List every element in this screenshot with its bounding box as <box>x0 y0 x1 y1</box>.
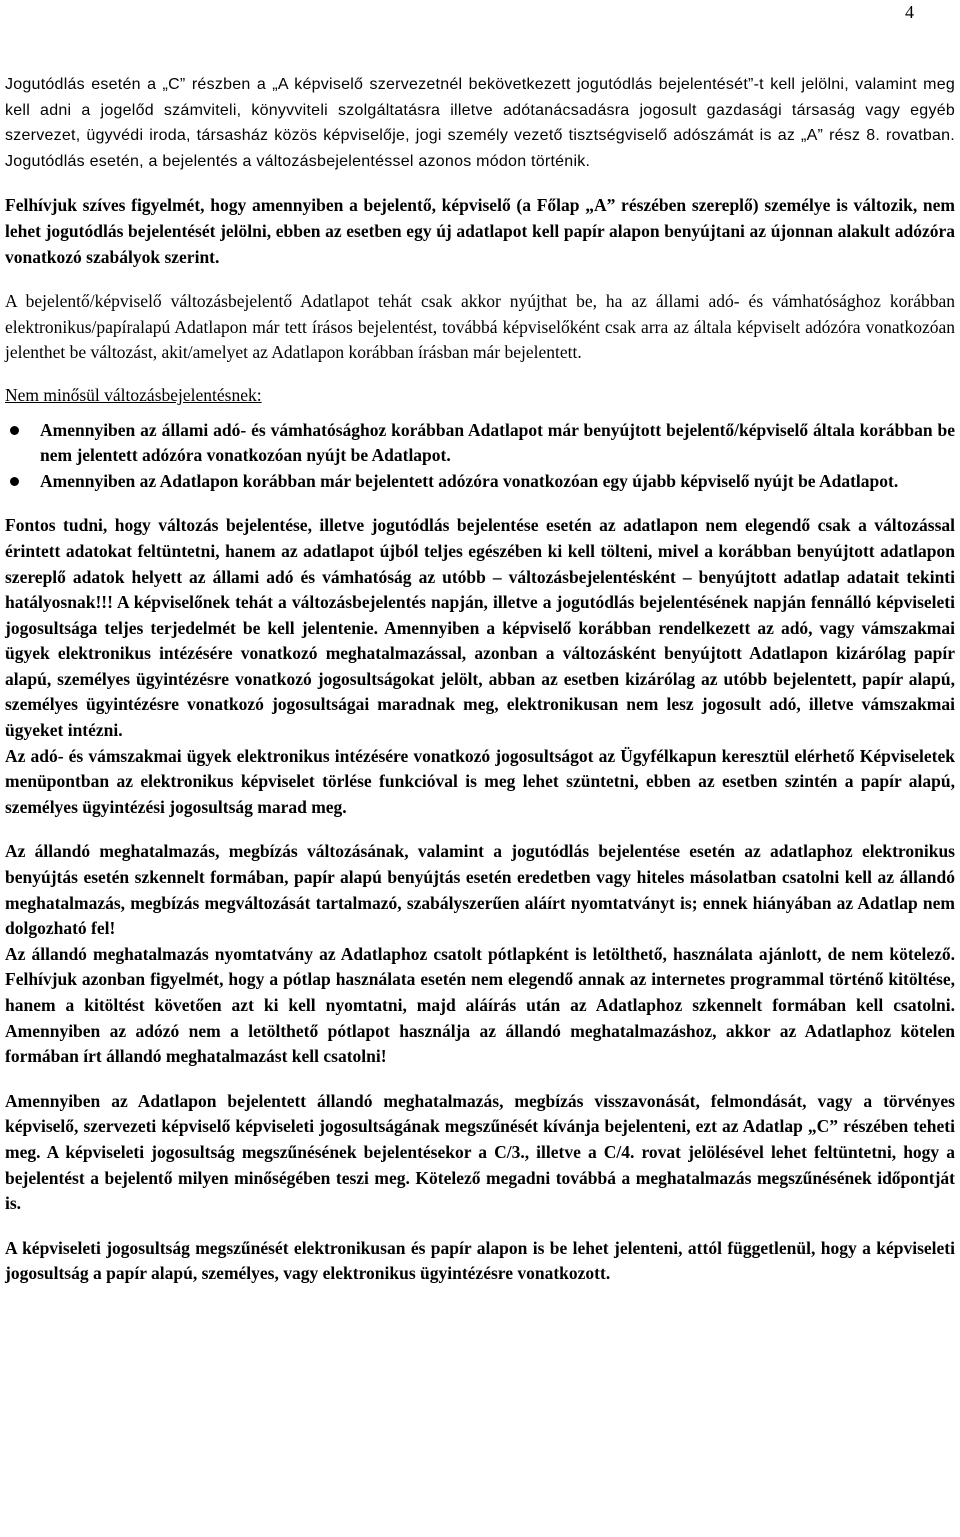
bullet-list <box>5 418 955 495</box>
section-heading-not-change-report <box>5 383 955 409</box>
paragraph-succession: Jogutódlás esetén a „C” részben a „A képviselő szervezetnél bekövetkezett jogutódlás bejelentését”-t kell jelölni, valamint meg kell adni a jogelőd számviteli, könyvviteli szolgáltatásra illetve adótanácsadásra jogosult gazdasági társaság vagy egyéb szervezet, ügyvédi iroda, társasház közös képviselője, jogi személy vezető tisztségviselő adószámát is az „A” rész 8. rovatban. Jogutódlás esetén, a bejelentés a változásbejelentéssel azonos módon történik. <box>5 76 955 170</box>
bullet-icon <box>10 477 19 486</box>
list-item-text: Amennyiben az állami adó- és vámhatósághoz korábban Adatlapot már benyújtott bejelentő/képviselő általa korábban be nem jelentett adózóra vonatkozóan nyújt be Adatlapot. <box>40 419 955 466</box>
paragraph-termination-channels: A képviseleti jogosultság megszűnését elektronikusan és papír alapon is be lehet jelenteni, attól függetlenül, hogy a képviseleti jogosultság a papír alapú, személyes, vagy elektronikus ügyintézésre vonatkozott. <box>5 1237 955 1284</box>
paragraph-important-full-form: Fontos tudni, hogy változás bejelentése, illetve jogutódlás bejelentése esetén az adatlapon nem elegendő csak a változással érintett adatokat feltüntetni, hanem az adatlapot újból teljes egészében ki kell tölteni, mivel a korábban benyújtott adatlapon szereplő adatok helyett az állami adó és vámhatóság az utóbb – változásbejelentésként – benyújtott adatlap adatait tekinti hatályosnak!!! A képviselőnek tehát a változásbejelentés napján, illetve a jogutódlás bejelentésének napján fennálló képviseleti jogosultsága teljes terjedelmét be kell jelentenie. Amennyiben a képviselő korábban rendelkezett az adó, vagy vámszakmai ügyek elektronikus intézésére vonatkozó meghatalmazással, azonban a változásként benyújtott Adatlapon kizárólag papír alapú, személyes ügyintézésre vonatkozó jogosultságokat jelölt, abban az esetben kizárólag az utóbb bejelentett, papír alapú, személyes ügyintézésre vonatkozó jogosultságai maradnak meg, elektronikusan nem lesz jogosult adó, illetve vámszakmai ügyeket intézni. <box>5 515 955 741</box>
bullet-icon <box>10 426 19 435</box>
list-item-text: Amennyiben az Adatlapon korábban már bejelentett adózóra vonatkozóan egy újabb képviselő nyújt be Adatlapot. <box>40 470 899 491</box>
paragraph-supplementary-sheet: Az állandó meghatalmazás nyomtatvány az Adatlaphoz csatolt pótlapként is letölthető, használata ajánlott, de nem kötelező. Felhívjuk azonban figyelmét, hogy a pótlap használata esetén nem elegendő annak az internetes programmal történő kitöltése, hanem a kitöltést követően azt ki kell nyomtatni, majd aláírás után az Adatlaphoz szkennelt formában kell csatolni. Amennyiben az adózó nem a letölthető pótlapot használja az állandó meghatalmazáshoz, akkor az Adatlaphoz kötelen formában írt állandó meghatalmazást kell csatolni! <box>5 943 955 1067</box>
heading-text: Nem minősül változásbejelentésnek: <box>5 384 262 405</box>
paragraph-ugyfelkapu-revocation: Az adó- és vámszakmai ügyek elektronikus intézésére vonatkozó jogosultságot az Ügyfélkapun keresztül elérhető Képviseletek menüpontban az elektronikus képviselet törlése funkcióval is meg lehet szüntetni, ebben az esetben szintén a papír alapú, személyes ügyintézési jogosultság marad meg. <box>5 745 955 817</box>
page-number: 4 <box>905 2 914 22</box>
list-item <box>5 418 955 469</box>
document-body <box>5 72 955 1287</box>
list-item <box>5 469 955 495</box>
paragraph-revocation-reporting: Amennyiben az Adatlapon bejelentett állandó meghatalmazás, megbízás visszavonását, felmondását, vagy a törvényes képviselő, szervezeti képviselő képviseleti jogosultságának megszűnését kívánja bejelenteni, ezt az Adatlap „C” részében teheti meg. A képviseleti jogosultság megszűnésének bejelentésekor a C/3., illetve a C/4. rovat jelölésével lehet feltüntetni, hogy a bejelentést a bejelentő milyen minőségében teszi meg. Kötelező megadni továbbá a meghatalmazás megszűnésének időpontját is. <box>5 1090 955 1214</box>
paragraph-notice-representative-change: Felhívjuk szíves figyelmét, hogy amennyiben a bejelentő, képviselő (a Főlap „A” részében szereplő) személye is változik, nem lehet jogutódlás bejelentését jelölni, ebben az esetben egy új adatlapot kell papír alapon benyújtani az újonnan alakult adózóra vonatkozó szabályok szerint. <box>5 195 955 267</box>
paragraph-permanent-authorization-attachment: Az állandó meghatalmazás, megbízás változásának, valamint a jogutódlás bejelentése esetén az adatlaphoz elektronikus benyújtás esetén szkennelt formában, papír alapú benyújtás esetén eredetben vagy hiteles másolatban csatolni kell az állandó meghatalmazás, megbízás megváltozását tartalmazó, szabályszerűen aláírt nyomtatványt is; ennek hiányában az Adatlap nem dolgozható fel! <box>5 841 955 939</box>
paragraph-change-report-conditions: A bejelentő/képviselő változásbejelentő Adatlapot tehát csak akkor nyújthat be, ha az állami adó- és vámhatósághoz korábban elektronikus/papíralapú Adatlapon már tett írásos bejelentést, továbbá képviselőként csak arra az általa képviselt adózóra vonatkozóan jelenthet be változást, akit/amelyet az Adatlapon korábban írásban már bejelentett. <box>5 291 955 363</box>
